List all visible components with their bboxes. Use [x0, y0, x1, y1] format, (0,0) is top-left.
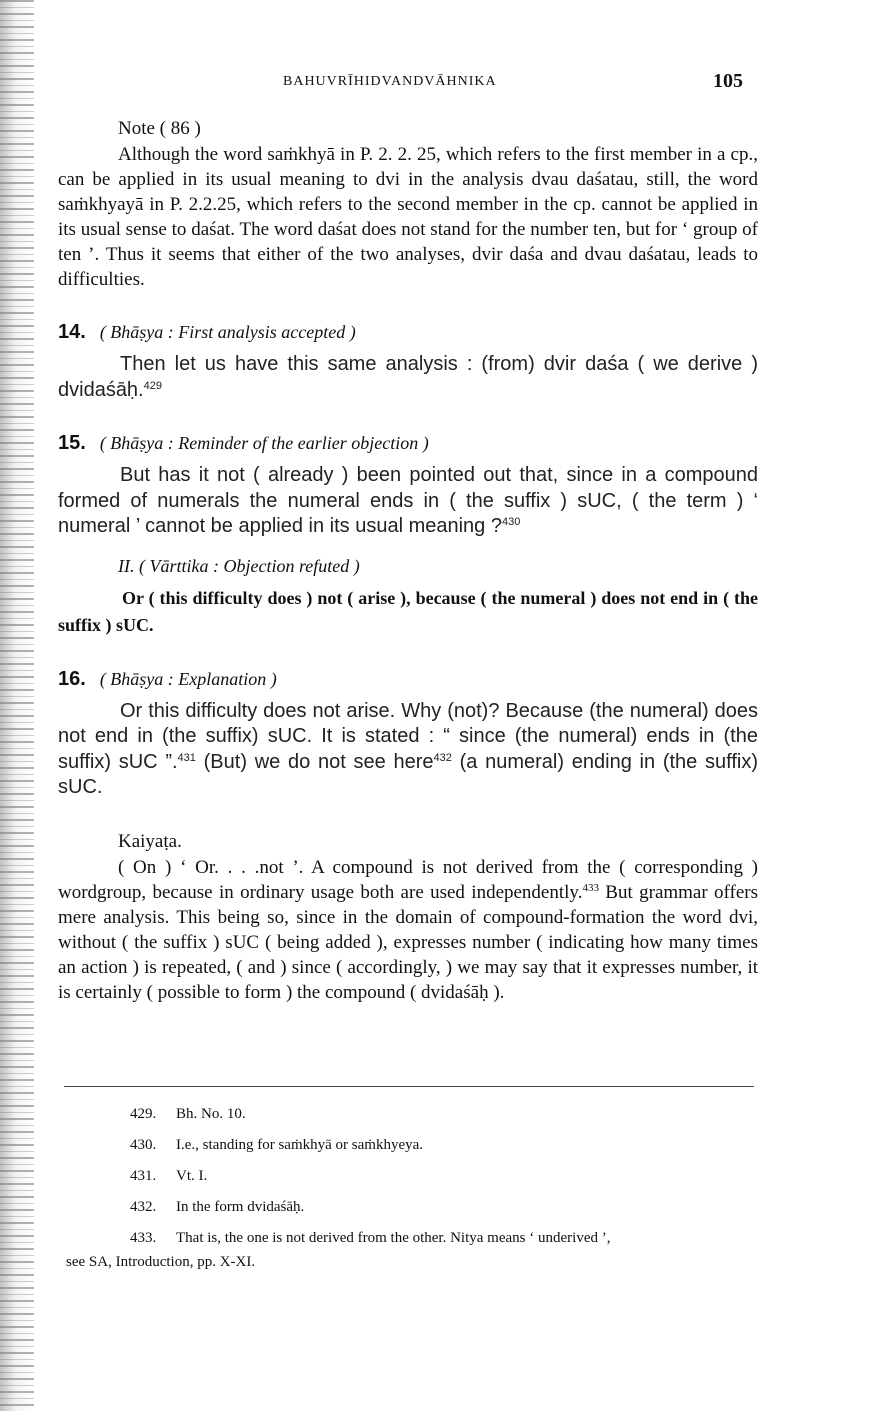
kaiyata-text-a: ( On ) ‘ Or. . . .not ’. A compound is not derived from the ( corresponding ) wordgroup, because in ordinary usage both are used independently. — [58, 856, 758, 903]
section-15-title: ( Bhāṣya : Reminder of the earlier objection ) — [99, 433, 429, 453]
footnote-number: 433. — [130, 1230, 157, 1246]
section-15-text: But has it not ( already ) been pointed out that, since in a compound formed of numerals the numeral ends in ( the suffix ) sUC, ( the term ) ‘ numeral ’ cannot be applied in its usual meaning ? — [58, 464, 758, 537]
page-number: 105 — [713, 70, 743, 92]
section-16-heading — [58, 667, 758, 691]
footnote-429 — [130, 1103, 776, 1125]
footnote-text: Bh. No. 10. — [176, 1106, 246, 1122]
footnotes — [64, 1103, 776, 1273]
footnote-433 — [130, 1227, 776, 1249]
footnote-432 — [130, 1196, 776, 1218]
section-15-number: 15. — [58, 432, 86, 454]
varttika-heading: II. ( Vārttika : Objection refuted ) — [118, 555, 360, 576]
footnote-430 — [130, 1134, 776, 1156]
footnote-ref-432[interactable]: 432 — [433, 751, 452, 764]
footnote-text: That is, the one is not derived from the other. Nitya means ‘ underived ’, — [176, 1230, 611, 1246]
main-text — [58, 116, 758, 1005]
footnote-433-continuation: see SA, Introduction, pp. X-XI. — [66, 1254, 256, 1270]
section-14-heading — [58, 320, 758, 344]
section-16-title: ( Bhāṣya : Explanation ) — [99, 668, 277, 689]
footnote-ref-429[interactable]: 429 — [143, 379, 162, 392]
book-spine-shadow — [0, 0, 34, 1411]
running-title: BAHUVRĪHIDVANDVĀHNIKA — [283, 74, 497, 89]
footnote-text: Vt. I. — [176, 1168, 208, 1184]
footnote-number: 432. — [130, 1199, 157, 1215]
section-16-text-b: (But) we do not see here — [195, 750, 434, 773]
section-15-paragraph — [58, 463, 758, 540]
footnote-ref-433[interactable]: 433 — [582, 881, 599, 894]
section-14-number: 14. — [58, 321, 86, 343]
section-16-text-a: Or this difficulty does not arise. Why (not)? Because (the numeral) does not end in (the suffix) sUC. It is stated : “ since (the numeral) ends in (the suffix) sUC ”. — [58, 699, 758, 773]
section-14-paragraph — [58, 352, 758, 403]
kaiyata-text-b: But grammar offers mere analysis. This being so, since in the domain of compound-formation the word dvi, without ( the suffix ) sUC ( being added ), expresses number ( indicating how many times an action ) is repeated, ( and ) since ( accordingly, ) we may say that it expresses number, it is certainly ( possible to form ) the compound ( dvidaśāḥ ). — [58, 881, 759, 1003]
kaiyata-heading: Kaiyaṭa. — [118, 830, 182, 852]
footnote-text: In the form dvidaśāḥ. — [176, 1199, 305, 1215]
note-heading: Note ( 86 ) — [118, 118, 201, 139]
footnote-text: I.e., standing for saṁkhyā or saṁkhyeya. — [176, 1137, 424, 1153]
page-header — [283, 70, 743, 94]
footnote-number: 431. — [130, 1168, 157, 1184]
section-16-paragraph — [58, 699, 758, 801]
footnote-431 — [130, 1165, 776, 1187]
section-15-heading — [58, 431, 758, 455]
footnote-divider — [64, 1086, 754, 1087]
note-paragraph: Although the word saṁkhyā in P. 2. 2. 25, which refers to the first member in a cp., can be applied in its usual meaning to dvi in the analysis dvau daśatau, still, the word saṁkhyayā in P. 2.2.25, which refers to the second member in the cp. cannot be applied in its usual sense to daśat. The word daśat does not stand for the number ten, but for ‘ group of ten ’. Thus it seems that either of the two analyses, dvir daśa and dvau daśatau, leads to difficulties. — [58, 144, 758, 290]
kaiyata-paragraph — [58, 855, 758, 1005]
footnote-ref-430[interactable]: 430 — [501, 516, 521, 528]
footnote-ref-431[interactable]: 431 — [177, 751, 196, 764]
section-16-number: 16. — [58, 667, 86, 690]
section-14-title: ( Bhāṣya : First analysis accepted ) — [99, 322, 356, 342]
footnote-number: 430. — [130, 1137, 157, 1153]
section-16-text-c: (a numeral) ending in (the suffix) sUC. — [58, 750, 759, 798]
varttika-text: Or ( this difficulty does ) not ( arise ), because ( the numeral ) does not end in ( the suffix ) sUC. — [58, 587, 758, 635]
footnote-number: 429. — [130, 1106, 157, 1122]
section-14-text: Then let us have this same analysis : (from) dvir daśa ( we derive ) dvidaśāḥ. — [58, 353, 758, 401]
